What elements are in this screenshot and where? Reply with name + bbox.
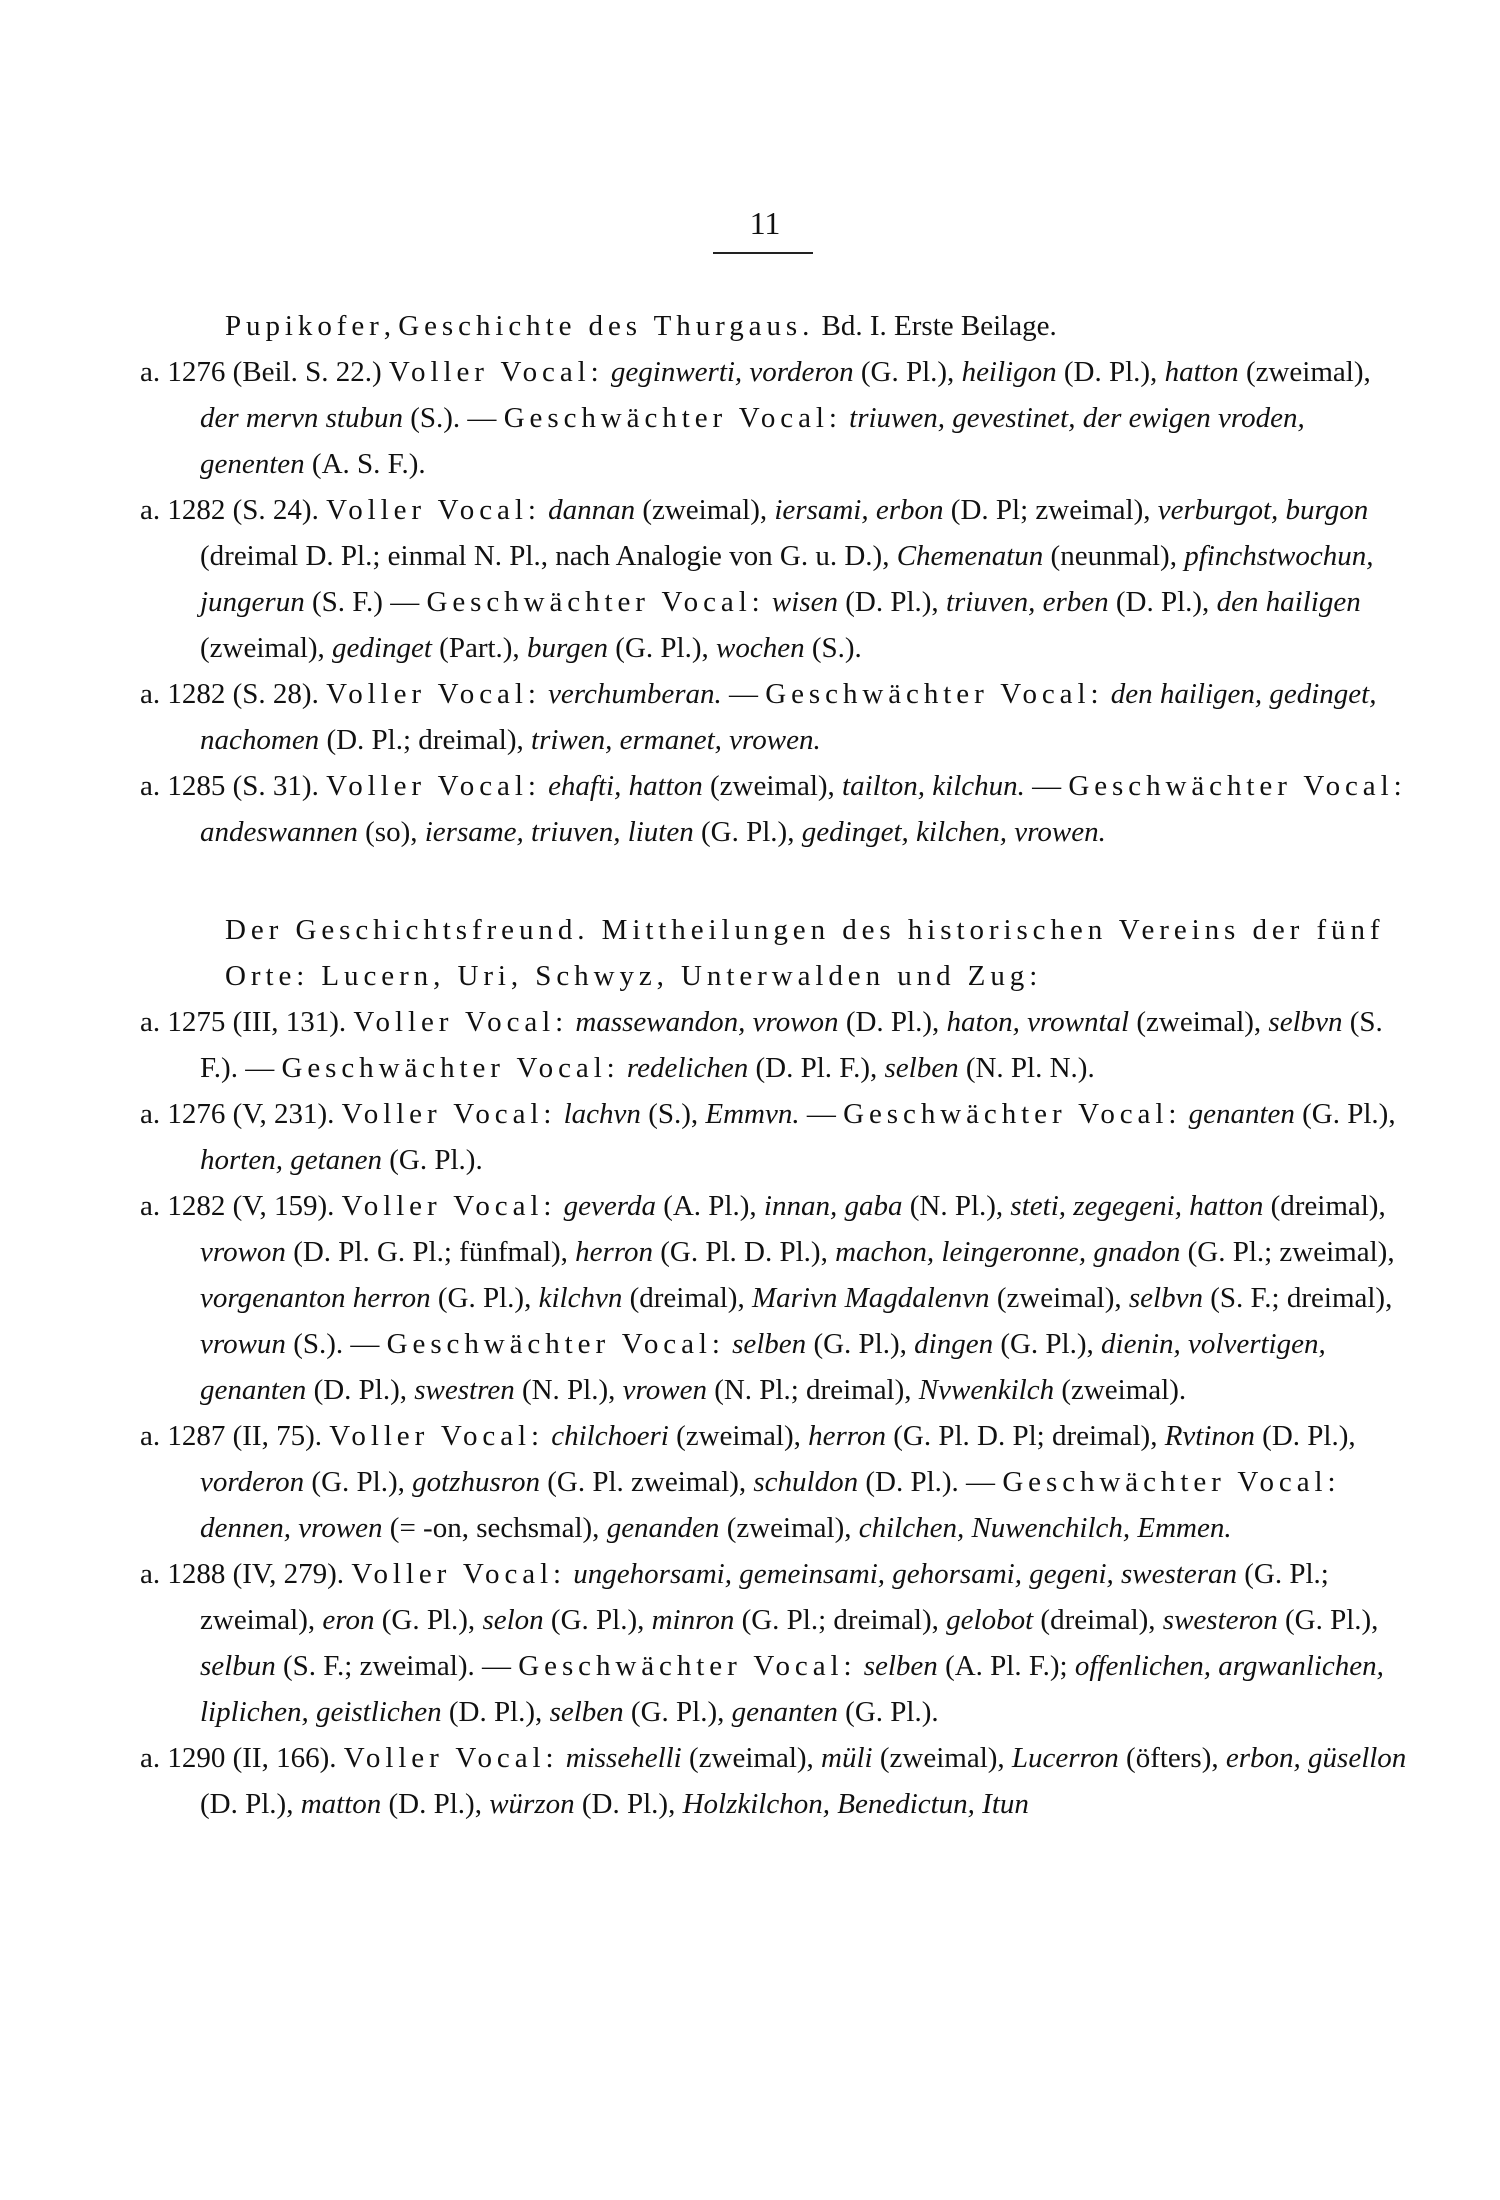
word-form: swestren: [414, 1374, 515, 1406]
entry-text: a. 1290 (II, 166).: [140, 1742, 344, 1774]
entry-text: (zweimal),: [668, 1420, 809, 1452]
entry-text: (zweimal),: [1129, 1006, 1269, 1038]
word-form: heiligon: [961, 356, 1057, 388]
entry-text: (G. Pl.),: [806, 1328, 915, 1360]
word-form: swesteron: [1162, 1604, 1278, 1636]
word-form: eron: [322, 1604, 375, 1636]
entry-text: [541, 678, 548, 710]
vocal-label: Geschwächter Vocal:: [843, 1098, 1182, 1130]
entry-text: (A. Pl. F.);: [937, 1650, 1075, 1682]
entry-text: a. 1276 (V, 231).: [140, 1098, 342, 1130]
word-form: burgen: [526, 632, 609, 664]
entry-text: (D. Pl.),: [441, 1696, 550, 1728]
word-form: pfinchstwochun, jungerun: [200, 540, 1374, 618]
word-form: vorderon: [200, 1466, 305, 1498]
word-form: hatton: [1164, 356, 1239, 388]
word-form: Marivn Magdalenvn: [751, 1282, 990, 1314]
entry-text: (S. F.). —: [200, 1006, 1383, 1084]
entry-text: (zweimal),: [872, 1742, 1012, 1774]
entry-text: (G. Pl.; dreimal),: [734, 1604, 947, 1636]
word-form: andeswannen: [200, 816, 358, 848]
entry-paragraph: [140, 487, 1410, 671]
word-form: verchumberan.: [548, 678, 722, 710]
vocal-label: Voller Vocal:: [343, 1742, 559, 1774]
vocal-label: Voller Vocal:: [326, 678, 541, 710]
entry-text: a. 1285 (S. 31).: [140, 770, 327, 802]
word-form: genanten: [1188, 1098, 1295, 1130]
word-form: machon, leingeronne, gnadon: [835, 1236, 1181, 1268]
entry-text: (D. Pl.),: [306, 1374, 415, 1406]
entry-text: [559, 1742, 566, 1774]
entry-list: [140, 999, 1410, 1827]
entry-text: (S.). —: [285, 1328, 387, 1360]
entry-text: [556, 1190, 563, 1222]
word-form: dennen, vrowen: [200, 1512, 383, 1544]
source-heading: Der Geschichtsfreund. Mittheilungen des historischen Vereins der fünf Orte: Lucern, Uri, Schwyz, Unterwalden und Zug:: [225, 914, 1385, 992]
entry-text: (G. Pl.),: [853, 356, 962, 388]
word-form: vrowon: [200, 1236, 286, 1268]
page-number-rule: [713, 252, 813, 254]
entry-text: (D. Pl.),: [1056, 356, 1165, 388]
word-form: Nvwenkilch: [918, 1374, 1055, 1406]
word-form: selben: [884, 1052, 959, 1084]
vocal-label: Voller Vocal:: [326, 494, 541, 526]
entry-text: (dreimal D. Pl.; einmal N. Pl., nach Analogie von G. u. D.),: [200, 540, 897, 572]
entry-text: (so),: [357, 816, 425, 848]
vocal-label: Geschwächter Vocal:: [1068, 770, 1407, 802]
word-form: dannan: [548, 494, 636, 526]
word-form: massewandon, vrowon: [575, 1006, 839, 1038]
entry-text: (D. Pl.),: [1254, 1420, 1356, 1452]
word-form: redelichen: [626, 1052, 749, 1084]
entry-text: (neunmal),: [1043, 540, 1185, 572]
word-form: selbvn: [1268, 1006, 1343, 1038]
vocal-label: Geschwächter Vocal:: [1002, 1466, 1341, 1498]
entry-text: (N. Pl.),: [514, 1374, 623, 1406]
word-form: Holzkilchon, Benedictun, Itun: [682, 1788, 1029, 1820]
entry-text: (S. F.; zweimal). —: [275, 1650, 519, 1682]
entry-text: [856, 1650, 863, 1682]
word-form: innan, gaba: [763, 1190, 903, 1222]
vocal-label: Geschwächter Vocal:: [281, 1052, 620, 1084]
entry-text: (D. Pl.). —: [858, 1466, 1003, 1498]
entry-text: (A. S. F.).: [304, 448, 426, 480]
word-form: selben: [863, 1650, 938, 1682]
entry-text: [556, 1098, 563, 1130]
entry-text: (zweimal),: [702, 770, 843, 802]
entry-text: (= -on, sechsmal),: [382, 1512, 607, 1544]
entry-text: (D. Pl.; dreimal),: [319, 724, 532, 756]
entry-text: (dreimal),: [622, 1282, 752, 1314]
entry-text: (S.).: [804, 632, 862, 664]
entry-text: (G. Pl. D. Pl; dreimal),: [886, 1420, 1165, 1452]
entry-text: (zweimal),: [681, 1742, 822, 1774]
entry-text: [765, 586, 772, 618]
word-form: müli: [821, 1742, 873, 1774]
entry-paragraph: [140, 763, 1410, 855]
entry-text: (A. Pl.),: [655, 1190, 764, 1222]
word-form: herron: [575, 1236, 653, 1268]
entry-text: [725, 1328, 732, 1360]
word-form: Emmvn.: [705, 1098, 800, 1130]
entry-text: (G. Pl. zweimal),: [539, 1466, 754, 1498]
entry-text: a. 1276 (Beil. S. 22.): [140, 356, 389, 388]
word-form: chilchen, Nuwenchilch, Emmen.: [858, 1512, 1232, 1544]
entry-paragraph: [140, 671, 1410, 763]
word-form: chilchoeri: [551, 1420, 669, 1452]
word-form: genanten: [731, 1696, 838, 1728]
source-separator: ,: [383, 310, 399, 342]
entry-text: (S.),: [640, 1098, 706, 1130]
word-form: lachvn: [563, 1098, 641, 1130]
word-form: offenlichen, argwanlichen, liplichen, geistlichen: [200, 1650, 1384, 1728]
word-form: verburgot, burgon: [1157, 494, 1369, 526]
vocal-label: Voller Vocal:: [351, 1558, 567, 1590]
entry-text: (D. Pl. F.),: [748, 1052, 885, 1084]
vocal-label: Voller Vocal:: [329, 1420, 544, 1452]
entry-text: (D. Pl.),: [1108, 586, 1217, 618]
word-form: der mervn stubun: [200, 402, 403, 434]
entry-text: (N. Pl.; dreimal),: [706, 1374, 919, 1406]
entry-text: (G. Pl.),: [1294, 1098, 1396, 1130]
entry-text: (G. Pl. D. Pl.),: [653, 1236, 836, 1268]
vocal-label: Geschwächter Vocal:: [765, 678, 1104, 710]
entry-paragraph: [140, 349, 1410, 487]
entry-text: [604, 356, 611, 388]
entry-text: (D. Pl. G. Pl.; fünfmal),: [285, 1236, 576, 1268]
word-form: herron: [808, 1420, 886, 1452]
entry-text: (G. Pl.; zweimal),: [1180, 1236, 1395, 1268]
vocal-label: Geschwächter Vocal:: [503, 402, 842, 434]
entry-text: (D. Pl; zweimal),: [943, 494, 1158, 526]
entry-text: (G. Pl.),: [993, 1328, 1102, 1360]
word-form: horten, getanen: [200, 1144, 383, 1176]
word-form: minron: [651, 1604, 735, 1636]
word-form: selben: [732, 1328, 807, 1360]
word-form: genanden: [606, 1512, 720, 1544]
word-form: haton, vrowntal: [946, 1006, 1130, 1038]
word-form: geginwerti, vorderon: [610, 356, 854, 388]
entry-paragraph: [140, 1183, 1410, 1413]
word-form: triuven, erben: [945, 586, 1109, 618]
vocal-label: Voller Vocal:: [326, 770, 541, 802]
word-form: gedinget, kilchen, vrowen.: [801, 816, 1106, 848]
vocal-label: Geschwächter Vocal:: [518, 1650, 857, 1682]
entry-text: (zweimal),: [989, 1282, 1129, 1314]
entry-text: —: [1024, 770, 1069, 802]
word-form: kilchvn: [538, 1282, 623, 1314]
entry-text: (öfters),: [1118, 1742, 1226, 1774]
entry-text: [620, 1052, 627, 1084]
page-number: 11: [749, 205, 781, 241]
entry-text: (D. Pl.),: [381, 1788, 490, 1820]
vocal-label: Geschwächter Vocal:: [386, 1328, 725, 1360]
entry-text: (D. Pl.),: [837, 586, 946, 618]
entry-text: (G. Pl.),: [693, 816, 802, 848]
entry-paragraph: [140, 1413, 1410, 1551]
entry-text: (N. Pl.),: [902, 1190, 1011, 1222]
word-form: vrowun: [200, 1328, 286, 1360]
entry-text: (G. Pl.),: [430, 1282, 539, 1314]
word-form: selben: [549, 1696, 624, 1728]
entry-text: a. 1287 (II, 75).: [140, 1420, 330, 1452]
vocal-label: Geschwächter Vocal:: [426, 586, 765, 618]
vocal-label: Voller Vocal:: [353, 1006, 569, 1038]
entry-text: (G. Pl.),: [1277, 1604, 1379, 1636]
section-geschichtsfreund: [140, 907, 1410, 1827]
entry-text: (zweimal),: [719, 1512, 859, 1544]
entry-text: (zweimal),: [635, 494, 775, 526]
vocal-label: Voller Vocal:: [341, 1098, 557, 1130]
entry-text: —: [799, 1098, 844, 1130]
word-form: vrowen: [622, 1374, 707, 1406]
word-form: gelobot: [946, 1604, 1034, 1636]
word-form: selon: [482, 1604, 544, 1636]
word-form: vorgenanton herron: [200, 1282, 431, 1314]
entry-text: (N. Pl. N.).: [958, 1052, 1095, 1084]
entry-text: a. 1282 (S. 24).: [140, 494, 327, 526]
entry-text: (zweimal),: [1238, 356, 1371, 388]
word-form: erbon, güsellon: [1225, 1742, 1407, 1774]
entry-text: (G. Pl.).: [382, 1144, 483, 1176]
word-form: selbun: [200, 1650, 276, 1682]
word-form: steti, zegegeni, hatton: [1010, 1190, 1264, 1222]
source-heading: [140, 303, 1410, 349]
entry-text: (D. Pl.),: [200, 1788, 301, 1820]
entry-text: (G. Pl.),: [374, 1604, 483, 1636]
word-form: würzon: [489, 1788, 575, 1820]
word-form: gotzhusron: [412, 1466, 540, 1498]
entry-text: [1181, 1098, 1188, 1130]
word-form: gedinget: [332, 632, 432, 664]
entry-text: (G. Pl.),: [304, 1466, 413, 1498]
word-form: matton: [300, 1788, 382, 1820]
word-form: wisen: [771, 586, 838, 618]
word-form: iersami, erbon: [774, 494, 944, 526]
entry-text: (dreimal),: [1263, 1190, 1386, 1222]
word-form: geverda: [563, 1190, 656, 1222]
word-form: Rvtinon: [1164, 1420, 1255, 1452]
section-thurgau: [140, 303, 1410, 855]
entry-text: [541, 770, 548, 802]
word-form: den hailigen, gedinget, nachomen: [200, 678, 1377, 756]
entry-text: (S.). —: [402, 402, 504, 434]
word-form: schuldon: [753, 1466, 859, 1498]
entry-text: (G. Pl.).: [837, 1696, 939, 1728]
word-form: missehelli: [565, 1742, 682, 1774]
entry-text: [1103, 678, 1110, 710]
entry-text: (Part.),: [431, 632, 527, 664]
entry-text: a. 1275 (III, 131).: [140, 1006, 354, 1038]
entry-text: a. 1282 (V, 159).: [140, 1190, 342, 1222]
word-form: triuwen, gevestinet, der ewigen vroden, genenten: [200, 402, 1305, 480]
word-form: selbvn: [1128, 1282, 1203, 1314]
word-form: ungehorsami, gemeinsami, gehorsami, gegeni, swesteran: [573, 1558, 1238, 1590]
entry-text: (S. F.) —: [304, 586, 427, 618]
entry-text: (G. Pl.),: [623, 1696, 732, 1728]
entry-text: a. 1282 (S. 28).: [140, 678, 327, 710]
entry-text: —: [721, 678, 766, 710]
vocal-label: Voller Vocal:: [341, 1190, 557, 1222]
entry-text: [541, 494, 548, 526]
source-title: Geschichte des Thurgaus.: [398, 310, 815, 342]
entry-text: (G. Pl.),: [543, 1604, 652, 1636]
word-form: Chemenatun: [896, 540, 1044, 572]
entry-paragraph: [140, 1735, 1410, 1827]
word-form: iersame, triuven, liuten: [424, 816, 694, 848]
entry-text: (S. F.; dreimal),: [1202, 1282, 1393, 1314]
entry-text: (G. Pl.; zweimal),: [200, 1558, 1329, 1636]
entry-text: (D. Pl.),: [838, 1006, 947, 1038]
source-author: Pupikofer: [225, 310, 384, 342]
vocal-label: Voller Vocal:: [388, 356, 604, 388]
entry-paragraph: [140, 1551, 1410, 1735]
entry-text: a. 1288 (IV, 279).: [140, 1558, 352, 1590]
word-form: Lucerron: [1011, 1742, 1119, 1774]
source-volume: Bd. I. Erste Beilage.: [814, 310, 1057, 342]
word-form: triwen, ermanet, vrowen.: [531, 724, 821, 756]
entry-text: (zweimal),: [200, 632, 333, 664]
word-form: den hailigen: [1216, 586, 1361, 618]
entry-text: (zweimal).: [1054, 1374, 1187, 1406]
entry-text: (G. Pl.),: [608, 632, 716, 664]
word-form: dienin, volvertigen, genanten: [200, 1328, 1326, 1406]
entry-text: (D. Pl.),: [574, 1788, 683, 1820]
word-form: wochen: [715, 632, 805, 664]
entry-list: [140, 349, 1410, 855]
word-form: ehafti, hatton: [548, 770, 703, 802]
word-form: dingen: [914, 1328, 994, 1360]
word-form: tailton, kilchun.: [842, 770, 1025, 802]
entry-paragraph: [140, 1091, 1410, 1183]
entry-text: (dreimal),: [1033, 1604, 1163, 1636]
entry-paragraph: [140, 999, 1410, 1091]
